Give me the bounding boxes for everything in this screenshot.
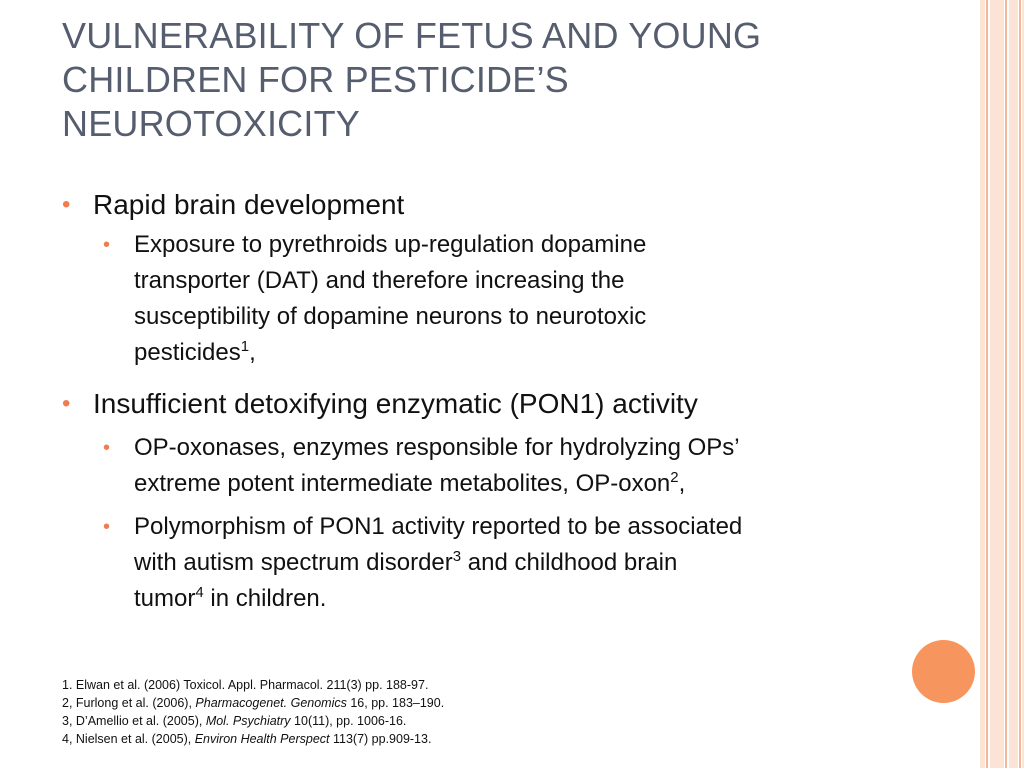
bullet-dot-icon: • [62,390,71,417]
bullet-rapid-brain [62,186,912,224]
bullet-text: Rapid brain development [93,189,405,220]
sub-bullet-line: extreme potent intermediate metabolites, OP-oxon$^2$, [134,469,686,497]
footnote-ref: 4 [195,584,204,601]
sub-bullet-pyrethroids [103,227,912,371]
title-line-1: VULNERABILITY OF FETUS AND YOUNG [62,15,762,56]
title-line-3: NEUROTOXICITY [62,103,360,144]
references [62,676,444,748]
sub-bullet-line: with autism spectrum disorder$^3$ and childhood brain [134,548,678,576]
slide-title [62,14,922,146]
sub-bullet-op-oxonases [103,430,912,502]
reference-4: 4, Nielsen et al. (2005), Environ Health Perspect 113(7) pp.909-13. [62,732,432,746]
sub-bullet-line: Exposure to pyrethroids up-regulation dopamine [134,231,647,258]
decorative-side-stripes [980,0,1024,768]
sub-bullet-polymorphism [103,509,912,617]
sub-bullet-line: OP-oxonases, enzymes responsible for hydrolyzing OPs’ [134,434,740,461]
footnote-ref: 1 [240,338,250,355]
bullet-dot-icon: • [103,437,111,459]
title-line-2: CHILDREN FOR PESTICIDE’S [62,59,569,100]
reference-3: 3, D’Amellio et al. (2005), Mol. Psychiatry 10(11), pp. 1006-16. [62,714,407,728]
footnote-ref: 2 [670,469,679,486]
sub-bullet-line: tumor$^4$ in children. [134,584,327,612]
bullet-dot-icon: • [62,191,71,218]
sub-bullet-line: transporter (DAT) and therefore increasing the [134,267,625,294]
bullet-insufficient-detox [62,385,912,423]
bullet-text: Insufficient detoxifying enzymatic (PON1) activity [93,388,698,419]
bullet-dot-icon: • [103,234,111,256]
decorative-circle [912,640,975,703]
bullet-list [62,186,912,617]
sub-bullet-line: Polymorphism of PON1 activity reported to be associated [134,513,743,540]
sub-bullet-line: pesticides$^1$, [134,338,256,366]
sub-bullet-line: susceptibility of dopamine neurons to neurotoxic [134,303,647,330]
reference-1: 1. Elwan et al. (2006) Toxicol. Appl. Pharmacol. 211(3) pp. 188-97. [62,678,429,692]
reference-2: 2, Furlong et al. (2006), Pharmacogenet. Genomics 16, pp. 183–190. [62,696,445,710]
footnote-ref: 3 [452,548,462,565]
bullet-dot-icon: • [103,516,111,538]
